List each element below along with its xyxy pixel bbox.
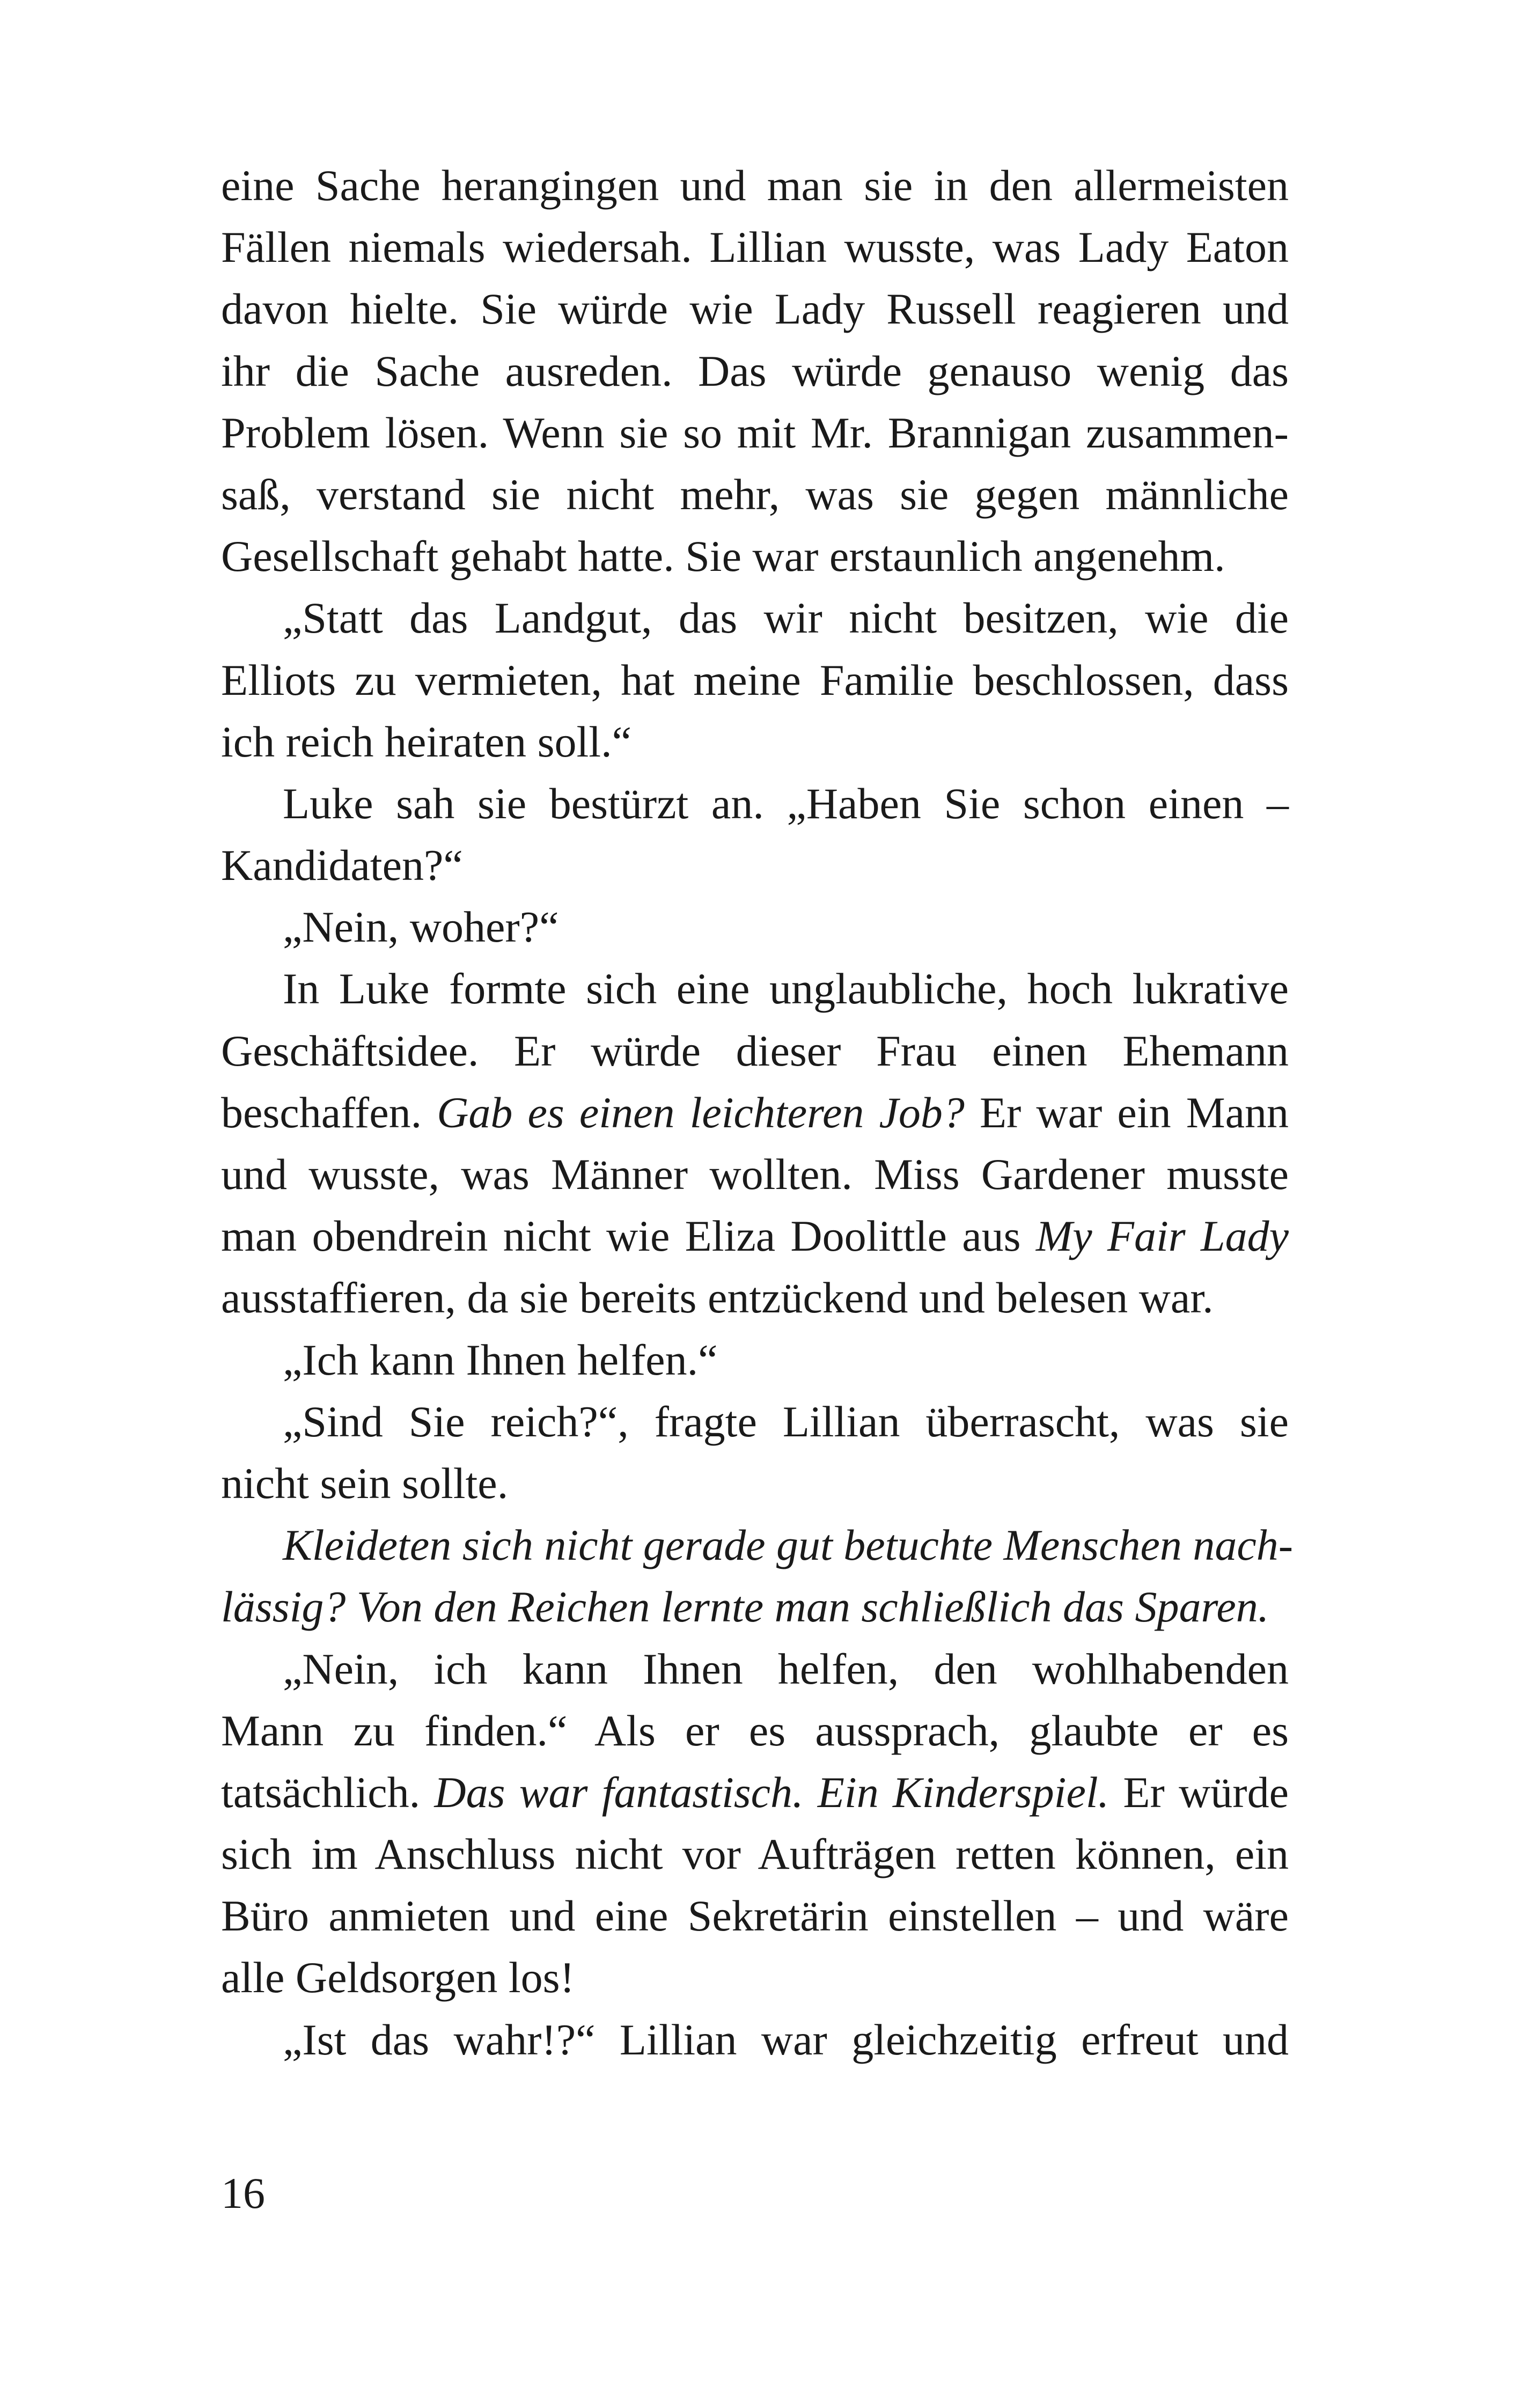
text-line: Fällen niemals wiedersah. Lillian wusste, was Lady Eaton xyxy=(221,223,1289,272)
italic-text-segment: Das war fantastisch. Ein Kinderspiel. xyxy=(434,1767,1109,1817)
text-line: Gesellschaft gehabt hatte. Sie war erstaunlich angenehm. xyxy=(221,532,1225,581)
text-line: ausstaffieren, da sie bereits entzückend und belesen war. xyxy=(221,1273,1214,1323)
text-line: In Luke formte sich eine unglaubliche, hoch lukrative xyxy=(283,964,1289,1014)
text-line: „Nein, woher?“ xyxy=(283,902,559,952)
text-line: Büro anmieten und eine Sekretärin einstellen – und wäre xyxy=(221,1891,1289,1941)
text-line: „Ist das wahr!?“ Lillian war gleichzeitig erfreut und xyxy=(283,2015,1289,2064)
text-segment: beschaffen. xyxy=(221,1088,437,1137)
text-line xyxy=(221,1082,1289,1143)
text-line: alle Geldsorgen los! xyxy=(221,1953,575,2002)
text-line: „Statt das Landgut, das wir nicht besitzen, wie die xyxy=(283,593,1289,643)
text-line: „Ich kann Ihnen helfen.“ xyxy=(283,1335,718,1384)
text-segment: Er würde xyxy=(1109,1767,1289,1817)
text-line: Elliots zu vermieten, hat meine Familie beschlossen, dass xyxy=(221,655,1289,704)
text-line xyxy=(221,1761,1289,1823)
page-number: 16 xyxy=(221,2169,265,2218)
text-line: Kandidaten?“ xyxy=(221,841,463,890)
text-line: eine Sache herangingen und man sie in den allermeisten xyxy=(221,161,1289,210)
text-line: sich im Anschluss nicht vor Aufträgen retten können, ein xyxy=(221,1830,1289,1879)
text-line: „Nein, ich kann Ihnen helfen, den wohlhabenden xyxy=(283,1644,1289,1693)
text-line: Mann zu finden.“ Als er es aussprach, glaubte er es xyxy=(221,1706,1289,1755)
italic-text-segment: Gab es einen leichteren Job? xyxy=(437,1088,965,1137)
text-line: Problem lösen. Wenn sie so mit Mr. Brannigan zusammen- xyxy=(221,408,1289,457)
text-line: saß, verstand sie nicht mehr, was sie gegen männliche xyxy=(221,469,1289,519)
text-line: Luke sah sie bestürzt an. „Haben Sie schon einen – xyxy=(283,779,1289,828)
italic-text-line: Kleideten sich nicht gerade gut betuchte Menschen nach- xyxy=(283,1521,1294,1570)
text-line: Geschäftsidee. Er würde dieser Frau einen Ehemann xyxy=(221,1026,1289,1075)
italic-text-segment: My Fair Lady xyxy=(1035,1212,1289,1261)
text-line: ihr die Sache ausreden. Das würde genauso wenig das xyxy=(221,346,1289,395)
body-text xyxy=(221,155,1294,2071)
text-line: davon hielte. Sie würde wie Lady Russell reagieren und xyxy=(221,284,1289,334)
text-segment: man obendrein nicht wie Eliza Doolittle aus xyxy=(221,1212,1036,1261)
text-line: ich reich heiraten soll.“ xyxy=(221,717,631,766)
text-line: „Sind Sie reich?“, fragte Lillian überrascht, was sie xyxy=(283,1397,1289,1446)
text-line xyxy=(221,1205,1289,1267)
italic-text-line: lässig? Von den Reichen lernte man schließlich das Sparen. xyxy=(221,1582,1269,1632)
text-line: und wusste, was Männer wollten. Miss Gardener musste xyxy=(221,1150,1289,1199)
text-line: nicht sein sollte. xyxy=(221,1458,509,1508)
text-segment: Er war ein Mann xyxy=(964,1088,1289,1137)
text-segment: tatsächlich. xyxy=(221,1767,435,1817)
